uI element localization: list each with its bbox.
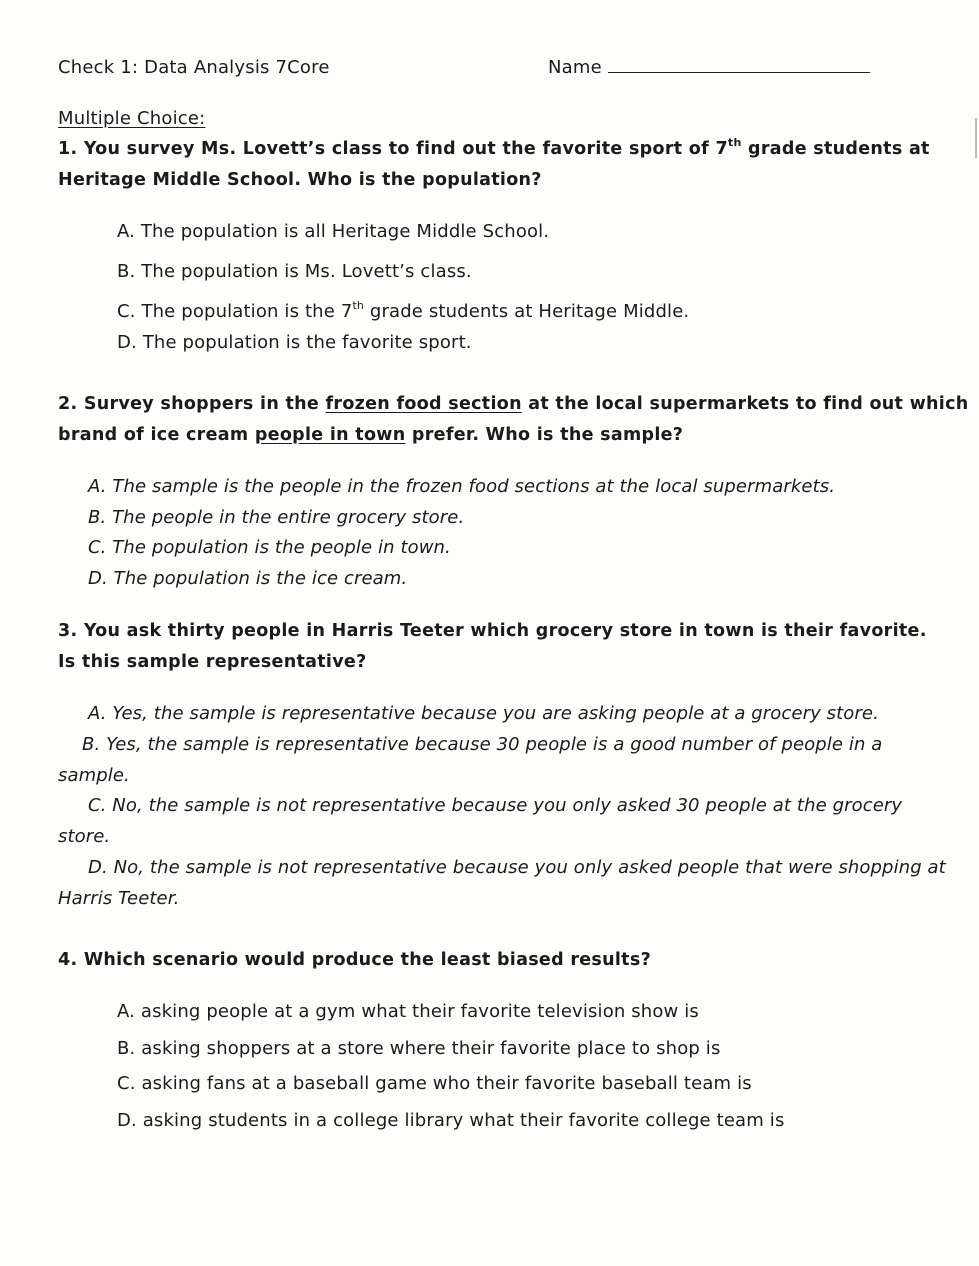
q1-option-c bbox=[117, 301, 689, 322]
q3-prompt-line1: 3. You ask thirty people in Harris Teeter which grocery store in town is their favorite. bbox=[58, 621, 927, 641]
q3-option-c-line1: C. No, the sample is not representative because you only asked 30 people at the grocery bbox=[88, 795, 903, 816]
q2-text-cont: at the local supermarkets to find out which bbox=[521, 394, 969, 414]
q1-option-b: B. The population is Ms. Lovett’s class. bbox=[117, 261, 472, 282]
q4-option-c: C. asking fans at a baseball game who their favorite baseball team is bbox=[117, 1073, 752, 1094]
worksheet-title: Check 1: Data Analysis 7Core bbox=[58, 57, 330, 78]
q1-superscript: th bbox=[727, 136, 742, 150]
q3-option-a: A. Yes, the sample is representative because you are asking people at a grocery store. bbox=[88, 703, 879, 724]
q2-text-line2-cont: prefer. Who is the sample? bbox=[405, 425, 684, 445]
q1-text-cont: grade students at bbox=[741, 139, 930, 159]
q1-prompt-line2: Heritage Middle School. Who is the population? bbox=[58, 170, 542, 190]
q2-option-d: D. The population is the ice cream. bbox=[88, 568, 408, 589]
q3-option-b-line2: sample. bbox=[58, 765, 130, 786]
q2-prompt-line1 bbox=[58, 394, 969, 414]
q2-text-line2: brand of ice cream bbox=[58, 425, 255, 445]
q1-option-a: A. The population is all Heritage Middle School. bbox=[117, 221, 550, 242]
q2-underlined-text-2: people in town bbox=[254, 425, 406, 445]
name-label: Name bbox=[548, 57, 602, 78]
q1-text: 1. You survey Ms. Lovett’s class to find out the favorite sport of 7 bbox=[58, 139, 728, 159]
q2-option-a: A. The sample is the people in the frozen food sections at the local supermarkets. bbox=[88, 476, 836, 497]
name-field bbox=[548, 56, 870, 78]
q4-prompt-line1: 4. Which scenario would produce the least biased results? bbox=[58, 950, 652, 970]
q4-option-a: A. asking people at a gym what their favorite television show is bbox=[117, 1001, 699, 1022]
q2-option-b: B. The people in the entire grocery store. bbox=[88, 507, 465, 528]
q1-option-c-superscript: th bbox=[352, 299, 365, 312]
q3-prompt-line2: Is this sample representative? bbox=[58, 652, 367, 672]
q3-option-d-line1: D. No, the sample is not representative because you only asked people that were shopping at bbox=[88, 857, 946, 878]
q1-option-c-text: C. The population is the 7 bbox=[117, 301, 353, 322]
q1-prompt-line1 bbox=[58, 136, 930, 159]
q1-option-d: D. The population is the favorite sport. bbox=[117, 332, 472, 353]
q2-underlined-text: frozen food section bbox=[325, 394, 522, 414]
q3-option-c-line2: store. bbox=[58, 826, 111, 847]
q2-prompt-line2 bbox=[58, 425, 683, 445]
q1-option-c-text-cont: grade students at Heritage Middle. bbox=[364, 301, 690, 322]
q2-option-c: C. The population is the people in town. bbox=[88, 537, 451, 558]
q3-option-d-line2: Harris Teeter. bbox=[58, 888, 180, 909]
scan-edge-mark bbox=[975, 118, 977, 158]
q2-text: 2. Survey shoppers in the bbox=[58, 394, 326, 414]
name-blank-line bbox=[608, 56, 870, 73]
section-label: Multiple Choice: bbox=[58, 108, 206, 129]
q4-option-b: B. asking shoppers at a store where their favorite place to shop is bbox=[117, 1038, 721, 1059]
q3-option-b-line1: B. Yes, the sample is representative because 30 people is a good number of people in a bbox=[82, 734, 883, 755]
q4-option-d: D. asking students in a college library what their favorite college team is bbox=[117, 1110, 785, 1131]
